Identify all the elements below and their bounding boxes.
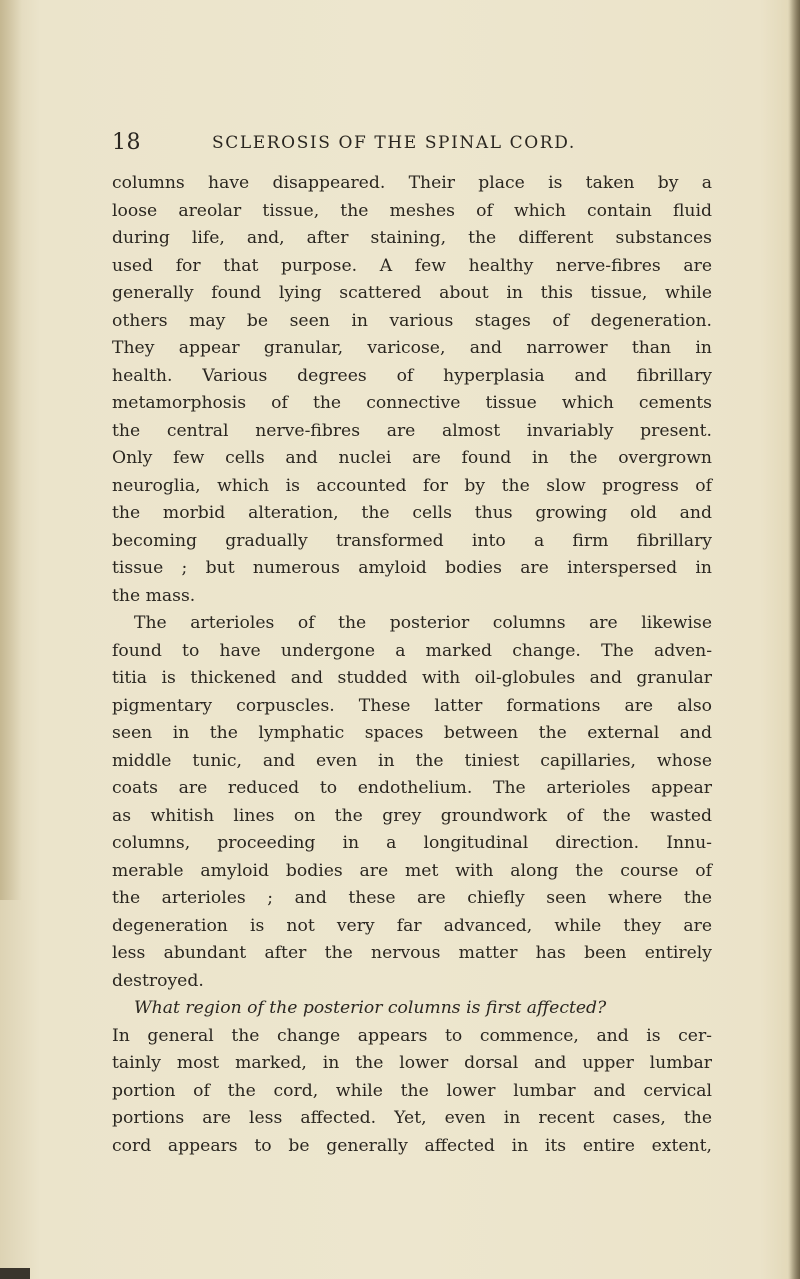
text-line: columns, proceeding in a longitudinal direction. Innu- bbox=[112, 833, 712, 853]
text-line: the arterioles ; and these are chiefly seen where the bbox=[112, 888, 712, 908]
text-line: metamorphosis of the connective tissue which cements bbox=[112, 393, 712, 413]
text-line: used for that purpose. A few healthy nerve-fibres are bbox=[112, 255, 712, 276]
body-text bbox=[112, 170, 712, 1160]
text-line: Only few cells and nuclei are found in the overgrown bbox=[112, 448, 712, 468]
text-line: middle tunic, and even in the tiniest capillaries, whose bbox=[112, 750, 712, 771]
page-header bbox=[112, 130, 682, 162]
text-line: pigmentary corpuscles. These latter formations are also bbox=[112, 695, 712, 716]
text-line: health. Various degrees of hyperplasia and fibrillary bbox=[112, 365, 712, 386]
text-line: during life, and, after staining, the different substances bbox=[112, 228, 712, 248]
text-line: titia is thickened and studded with oil-globules and granular bbox=[112, 668, 712, 688]
text-line: cord appears to be generally affected in its entire extent, bbox=[112, 1135, 712, 1156]
text-line: others may be seen in various stages of degeneration. bbox=[112, 310, 712, 331]
text-line: the central nerve-fibres are almost invariably present. bbox=[112, 420, 712, 441]
running-title: SCLEROSIS OF THE SPINAL CORD. bbox=[212, 133, 576, 153]
text-line: as whitish lines on the grey groundwork of the wasted bbox=[112, 805, 712, 826]
page-number: 18 bbox=[112, 130, 141, 155]
text-line: seen in the lymphatic spaces between the external and bbox=[112, 723, 712, 743]
section-question: What region of the posterior columns is first affected? bbox=[134, 998, 607, 1018]
text-line: the morbid alteration, the cells thus growing old and bbox=[112, 503, 712, 523]
page-stain bbox=[0, 0, 22, 900]
text-line: portions are less affected. Yet, even in recent cases, the bbox=[112, 1108, 712, 1128]
text-line: less abundant after the nervous matter has been entirely bbox=[112, 943, 712, 963]
text-line: generally found lying scattered about in this tissue, while bbox=[112, 283, 712, 303]
text-line: becoming gradually transformed into a firm fibrillary bbox=[112, 530, 712, 551]
text-line: tainly most marked, in the lower dorsal and upper lumbar bbox=[112, 1053, 712, 1073]
text-line: loose areolar tissue, the meshes of which contain fluid bbox=[112, 200, 712, 221]
text-line: They appear granular, varicose, and narrower than in bbox=[112, 338, 712, 358]
scan-mark bbox=[0, 1268, 30, 1279]
text-line: neuroglia, which is accounted for by the slow progress of bbox=[112, 475, 712, 496]
text-line: the mass. bbox=[112, 585, 196, 606]
text-line: In general the change appears to commence, and is cer- bbox=[112, 1025, 712, 1046]
page-edge-shadow bbox=[788, 0, 800, 1279]
text-line: tissue ; but numerous amyloid bodies are interspersed in bbox=[112, 558, 712, 578]
text-line: merable amyloid bodies are met with along the course of bbox=[112, 860, 712, 881]
text-line: The arterioles of the posterior columns are likewise bbox=[134, 613, 712, 633]
text-line: found to have undergone a marked change. The adven- bbox=[112, 640, 712, 661]
text-line: portion of the cord, while the lower lumbar and cervical bbox=[112, 1080, 712, 1101]
text-line: columns have disappeared. Their place is taken by a bbox=[112, 173, 712, 193]
text-line: destroyed. bbox=[112, 970, 204, 991]
text-line: coats are reduced to endothelium. The arterioles appear bbox=[112, 778, 712, 798]
text-line: degeneration is not very far advanced, while they are bbox=[112, 915, 712, 936]
